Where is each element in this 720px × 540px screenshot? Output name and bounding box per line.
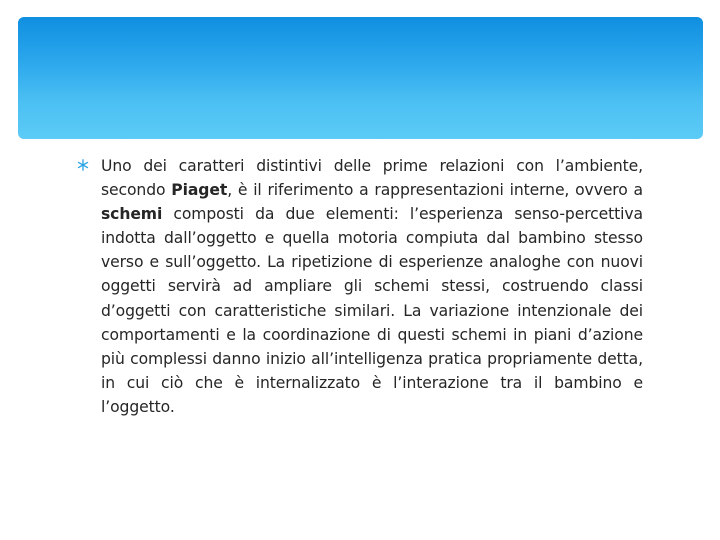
schemi-bold-text: schemi (101, 205, 163, 224)
asterisk-bullet-icon (77, 159, 89, 171)
paragraph-text-2: , è il riferimento a rappresentazioni interne, ovvero a (227, 181, 644, 200)
header-band (18, 17, 703, 139)
paragraph-text-1: Uno dei caratteri distintivi delle prime relazioni con l’ambiente, secondo (101, 157, 643, 200)
bullet-item (77, 154, 643, 419)
bullet-paragraph (101, 154, 643, 419)
piaget-bold-text: Piaget (171, 181, 228, 200)
paragraph-text-3: composti da due elementi: l’esperienza senso-percettiva indotta dall’oggetto e quella motoria compiuta dal bambino stesso verso e sull’oggetto. La ripetizione di esperienze analoghe con nuovi oggetti servirà ad ampliare gli schemi stessi, costruendo classi d’oggetti con caratteristiche similari. La variazione intenzionale dei comportamenti e la coordinazione di questi schemi in piani d’azione più complessi danno inizio all’intelligenza pratica propriamente detta, in cui ciò che è internalizzato è l’interazione tra il bambino e l’oggetto. (101, 205, 643, 416)
